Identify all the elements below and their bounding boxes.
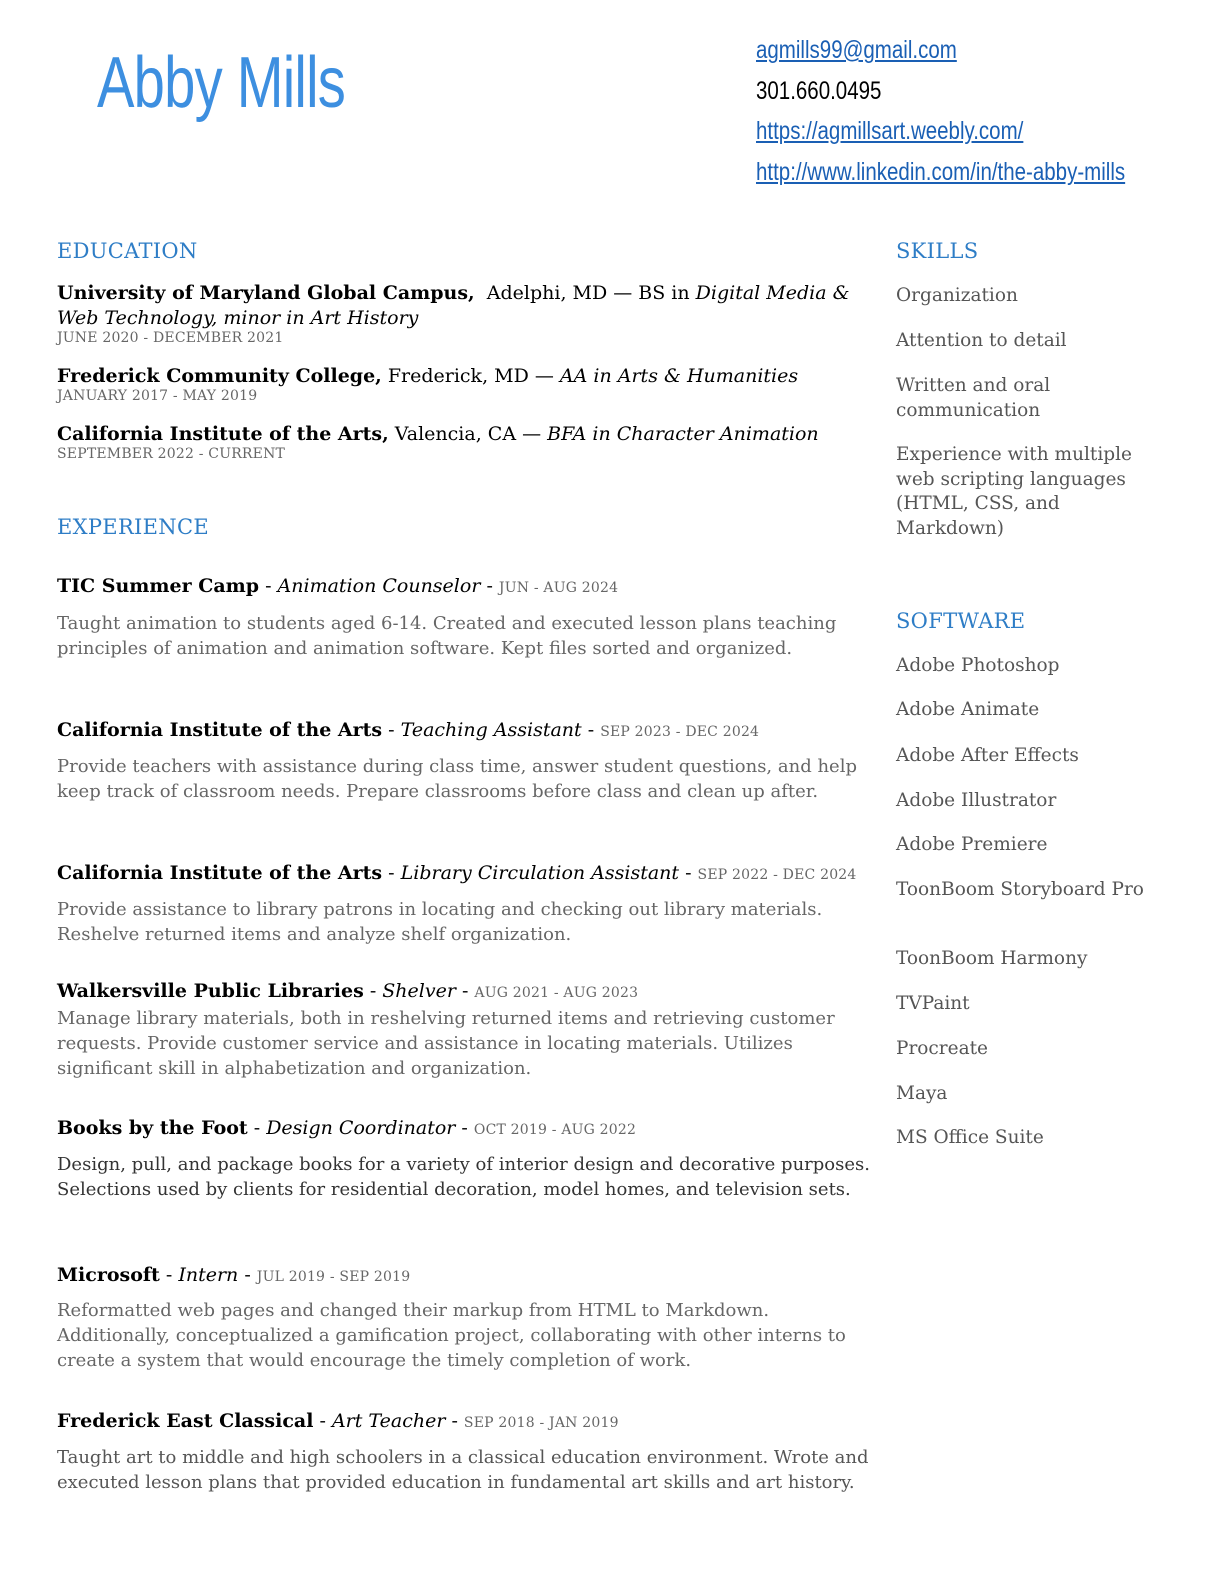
degree: Digital Media & Web Technology, minor in Art History [57, 282, 850, 329]
software-heading: SOFTWARE [896, 609, 1026, 633]
software-item: Procreate [896, 1038, 988, 1059]
software-item: ToonBoom Storyboard Pro [896, 879, 1144, 900]
employer-name: California Institute of the Arts [57, 719, 383, 741]
main-column [57, 236, 870, 1493]
job-dates: OCT 2019 - AUG 2022 [473, 1122, 637, 1138]
employer-name: Books by the Foot [57, 1117, 248, 1139]
job-entry: Frederick East Classical - Art Teacher - SEP 2018 - JAN 2019 Taught art to middle and high schoolers in a classical education environment. Wrote and executed lesson plans that provided education in fundamental art skills and art history. [57, 1408, 872, 1495]
software-item: Adobe After Effects [896, 745, 1079, 766]
education-item [57, 281, 867, 347]
job-role: Intern [178, 1264, 239, 1286]
school-name: University of Maryland Global Campus, [57, 282, 475, 304]
job-description: Provide assistance to library patrons in locating and checking out library materials. Reshelve returned items and analyze shelf organization. [57, 899, 823, 945]
job-description: Taught art to middle and high schoolers in a classical education environment. Wrote and executed lesson plans that provided education in fundamental art skills and art history. [57, 1447, 869, 1493]
job-description: Taught animation to students aged 6-14. Created and executed lesson plans teaching principles of animation and animation software. Kept files sorted and organized. [57, 613, 837, 659]
linkedin-link[interactable]: http://www.linkedin.com/in/the-abby-mills [756, 158, 1126, 187]
education-item [57, 422, 867, 463]
school-name: California Institute of the Arts, [57, 423, 389, 445]
job-entry: Books by the Foot - Design Coordinator - OCT 2019 - AUG 2022 Design, pull, and package books for a variety of interior design and decorative purposes. Selections used by clients for residential decoration, model homes, and television sets. [57, 1115, 872, 1202]
job-description: Manage library materials, both in reshelving returned items and retrieving customer requests. Provide customer service and assistance in locating materials. Utilizes significant skill in alphabetization and organization. [57, 1008, 835, 1079]
school-location: Adelphi, MD — BS in [474, 282, 696, 304]
degree: BFA in Character Animation [547, 423, 819, 445]
job-description: Reformatted web pages and changed their markup from HTML to Markdown. Additionally, conceptualized a gamification project, collaborating with other interns to create a system that would encourage the timely completion of work. [57, 1300, 846, 1371]
software-item: Adobe Premiere [896, 834, 1048, 855]
skill-item: Written and oral communication [896, 375, 1051, 421]
job-dates: JUN - AUG 2024 [498, 580, 619, 596]
job-dates: JUL 2019 - SEP 2019 [256, 1269, 411, 1285]
employer-name: California Institute of the Arts [57, 862, 383, 884]
software-item: TVPaint [896, 993, 970, 1014]
software-item: Adobe Photoshop [896, 655, 1060, 676]
job-dates: SEP 2018 - JAN 2019 [463, 1415, 619, 1431]
email-link[interactable]: agmills99@gmail.com [756, 36, 957, 64]
employer-name: Frederick East Classical [57, 1410, 314, 1432]
phone-number: 301.660.0495 [756, 76, 882, 105]
job-entry: Microsoft - Intern - JUL 2019 - SEP 2019 Reformatted web pages and changed their markup from HTML to Markdown. Additionally, conceptualized a gamification project, collaborating with other interns to create a system that would encourage the timely completion of work. [57, 1262, 872, 1373]
job-description: Provide teachers with assistance during class time, answer student questions, and help keep track of classroom needs. Prepare classrooms before class and clean up after. [57, 756, 857, 802]
education-dates: SEPTEMBER 2022 - CURRENT [57, 446, 286, 462]
side-column [896, 236, 1156, 1148]
job-role: Library Circulation Assistant [400, 862, 680, 884]
contact-block [756, 34, 1125, 197]
job-dates: SEP 2022 - DEC 2024 [697, 867, 857, 883]
resume-name: Abby Mills [97, 43, 346, 123]
school-location: Valencia, CA — [388, 423, 548, 445]
experience-heading: EXPERIENCE [57, 515, 209, 539]
job-dates: SEP 2023 - DEC 2024 [600, 724, 760, 740]
education-list [57, 281, 867, 463]
job-role: Design Coordinator [266, 1117, 456, 1139]
school-location: Frederick, MD — [381, 365, 560, 387]
software-item: Maya [896, 1083, 948, 1104]
software-item: MS Office Suite [896, 1127, 1044, 1148]
job-entry: California Institute of the Arts - Library Circulation Assistant - SEP 2022 - DEC 2024 Provide assistance to library patrons in locating and checking out library materials. Reshelve returned items and analyze shelf organization. [57, 860, 872, 947]
skills-heading: SKILLS [896, 239, 979, 263]
skill-item: Experience with multiple web scripting languages (HTML, CSS, and Markdown) [896, 444, 1132, 539]
employer-name: Walkersville Public Libraries [57, 980, 364, 1002]
skill-item: Attention to detail [896, 330, 1067, 351]
employer-name: TIC Summer Camp [57, 575, 260, 597]
job-role: Art Teacher [331, 1410, 446, 1432]
employer-name: Microsoft [57, 1264, 160, 1286]
job-entry: California Institute of the Arts - Teaching Assistant - SEP 2023 - DEC 2024 Provide teachers with assistance during class time, answer student questions, and help keep track of classroom needs. Prepare classrooms before class and clean up after. [57, 717, 872, 804]
education-dates: JANUARY 2017 - MAY 2019 [57, 388, 258, 404]
software-item: Adobe Illustrator [896, 790, 1057, 811]
job-description: Design, pull, and package books for a variety of interior design and decorative purposes. Selections used by clients for residential decoration, model homes, and television sets. [57, 1154, 870, 1200]
degree: AA in Arts & Humanities [559, 365, 799, 387]
education-dates: JUNE 2020 - DECEMBER 2021 [57, 330, 284, 346]
software-item: Adobe Animate [896, 699, 1040, 720]
education-heading: EDUCATION [57, 239, 198, 263]
skill-item: Organization [896, 285, 1018, 306]
job-role: Teaching Assistant [400, 719, 582, 741]
website-link[interactable]: https://agmillsart.weebly.com/ [756, 117, 1024, 146]
job-entry: TIC Summer Camp - Animation Counselor - JUN - AUG 2024 Taught animation to students aged 6-14. Created and executed lesson plans teaching principles of animation and animation software. Kept files sorted and organized. [57, 573, 872, 661]
job-entry: Walkersville Public Libraries - Shelver - AUG 2021 - AUG 2023 Manage library materials, both in reshelving returned items and retrieving customer requests. Provide customer service and assistance in locating materials. Utilizes significant skill in alphabetization and organization. [57, 978, 872, 1081]
job-role: Animation Counselor [277, 575, 481, 597]
education-item [57, 364, 867, 405]
job-dates: AUG 2021 - AUG 2023 [474, 985, 639, 1001]
school-name: Frederick Community College, [57, 365, 382, 387]
software-item: ToonBoom Harmony [896, 948, 1088, 969]
job-role: Shelver [382, 980, 456, 1002]
